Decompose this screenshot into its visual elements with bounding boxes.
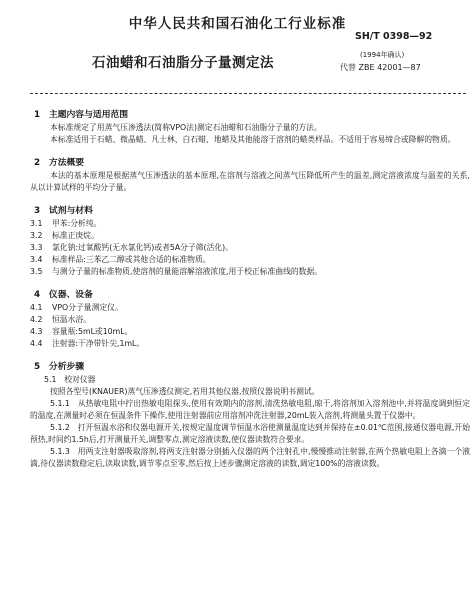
section-5-heading: 5 分析步骤	[34, 362, 85, 372]
section-2-paragraph: 本法的基本原理是根据蒸气压渗透法的基本原理,在溶剂与溶液之间蒸气压降低所产生的温差,测定溶液浓度与温差的关系,从以计算试样的平均分子量。	[30, 171, 470, 192]
list-item: 4.2 恒温水浴。	[30, 315, 91, 324]
section-1-paragraph: 本标准适用于石蜡、微晶蜡、凡士林、白石蜡、地蜡及其他能溶于溶剂的蜡类样品。不适用于容易缔合或降解的物质。	[50, 135, 456, 144]
section-2-heading: 2 方法概要	[34, 158, 85, 168]
list-item: 3.1 甲苯:分析纯。	[30, 219, 102, 228]
list-item: 4.1 VPO分子量测定仪。	[30, 303, 123, 312]
section-5-paragraph: 5.1.2 打开恒温水浴和仪器电源开关,按规定温度调节恒温水浴使测量温度达到并保持在±0.01℃范围,接通仪器电源,开始预热,时间约1.5h后,打开测量开关,调整零点,测定溶液读数,使仪器读数符合要求。	[30, 423, 470, 444]
list-item: 3.4 标准样品:三苯乙二醇或其他合适的标准物质。	[30, 255, 211, 264]
list-item: 4.4 注射器:干净带针尖,1mL。	[30, 339, 145, 348]
list-item: 4.3 容量瓶:5mL或10mL。	[30, 327, 133, 336]
section-5-paragraph: 按照各型号(KNAUER)蒸气压渗透仪测定,若用其他仪器,按照仪器说明书测试。	[50, 387, 320, 396]
subsection-heading: 5.1 校对仪器	[44, 375, 96, 384]
standard-organization: 中华人民共和国石油化工行业标准	[128, 16, 347, 32]
section-4-heading: 4 仪器、设备	[34, 290, 93, 300]
document-body	[30, 108, 470, 470]
section-5-paragraph: 5.1.3 用两支注射器吸取溶剂,将两支注射器分别插入仪器的两个注射孔中,慢慢推动注射器,在两个热敏电阻上各滴一个液滴,待仪器读数稳定后,读取读数,调节零点至零,然后按上述步骤测定溶液的读数,调定100%的溶液读数。	[30, 447, 470, 468]
replaces-note: 代替 ZBE 42001—87	[340, 63, 421, 72]
standard-number: SH/T 0398—92	[355, 31, 433, 42]
list-item: 3.2 标准正庚烷。	[30, 231, 99, 240]
section-1-paragraph: 本标准规定了用蒸气压渗透法(简称VPO法)测定石油蜡和石油脂分子量的方法。	[50, 123, 322, 132]
document-title: 石油蜡和石油脂分子量测定法	[92, 55, 274, 71]
header-divider	[30, 93, 466, 94]
section-5-paragraph: 5.1.1 从热敏电阻中拧出热敏电阻探头,使用有效期内的溶剂,清洗热敏电阻,晾干,将溶剂加入溶剂池中,并将温度调到恒定的温度,在测量时必须在恒温条件下操作,使用注射器前应用溶剂冲洗注射器,20mL装入溶剂,将测量头置于仪器中。	[30, 399, 470, 420]
section-3-heading: 3 试剂与材料	[34, 206, 93, 216]
list-item: 3.3 氯化钠:过氧酸钙(无水氯化钙)或者5A分子筛(活化)。	[30, 243, 234, 252]
confirmation-note: (1994年确认)	[360, 51, 405, 59]
list-item: 3.5 与测分子量的标准物质,使溶剂的量能溶解溶液浓度,用于校正标准曲线的数据。	[30, 267, 323, 276]
section-1-heading: 1 主题内容与适用范围	[34, 110, 129, 120]
